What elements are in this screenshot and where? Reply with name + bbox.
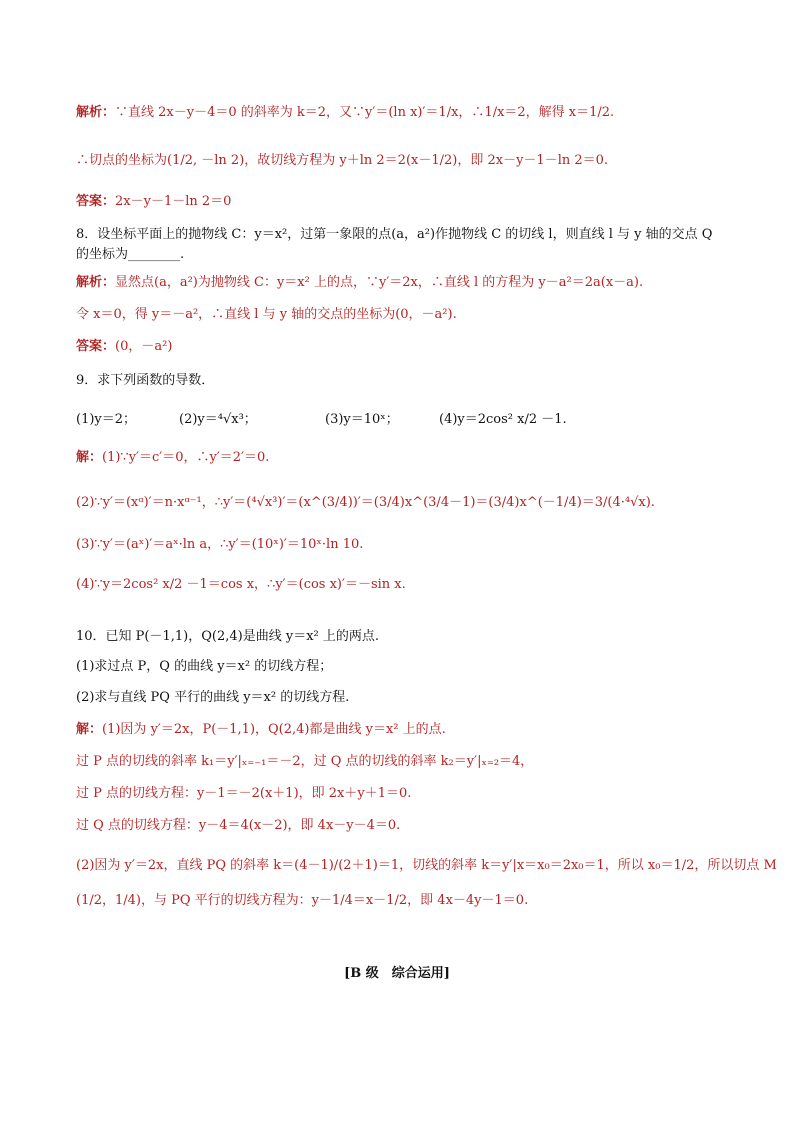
answer-label: 答案： [76,339,116,354]
solution-7-line-2: ∴切点的坐标为(1/2, －ln 2)，故切线方程为 y＋ln 2＝2(x－1/2)，即 2x－y－1－ln 2＝0. [76,153,609,168]
solution-label: 解： [76,450,103,465]
solution-label: 解析： [76,105,116,120]
solution-7-line-1 [76,104,614,122]
problem-10-solution-line-1 [76,721,446,739]
problem-10-solution-line-4: 过 Q 点的切线方程：y－4＝4(x－2)，即 4x－y－4＝0. [76,818,401,833]
solution-text: ∵直线 2x－y－4＝0 的斜率为 k＝2，又∵y′＝(ln x)′＝1/x，∴1/x＝2，解得 x＝1/2. [115,105,615,120]
problem-9-solution-4: (4)∵y＝2cos² x/2 －1＝cos x，∴y′＝(cos x)′＝－sin x. [76,577,406,592]
problem-9-item-4: (4)y＝2cos² x/2 －1. [439,412,567,427]
problem-9-item-3: (3)y＝10ˣ； [325,412,399,427]
problem-9-solution-1 [76,449,269,467]
problem-9-item-2: (2)y＝⁴√x³； [179,412,257,427]
problem-10-part-1: (1)求过点 P，Q 的曲线 y＝x² 的切线方程； [76,659,333,674]
problem-10-solution-line-3: 过 P 点的切线方程：y－1＝－2(x＋1)，即 2x＋y＋1＝0. [76,786,412,801]
problem-8-line-2: 的坐标为________. [76,247,185,262]
problem-10-part-2: (2)求与直线 PQ 平行的曲线 y＝x² 的切线方程. [76,690,350,705]
solution-text: 显然点(a，a²)为抛物线 C：y＝x² 上的点，∵y′＝2x，∴直线 l 的方程为 y－a²＝2a(x－a). [115,275,644,290]
answer-label: 答案： [76,194,116,209]
section-heading: [B 级 综合运用] [344,966,450,981]
problem-8-solution-line-1 [76,274,643,292]
solution-label: 解： [76,722,103,737]
problem-8-answer [76,338,172,356]
problem-10-solution-line-2: 过 P 点的切线的斜率 k₁＝y′|ₓ₌₋₁＝－2，过 Q 点的切线的斜率 k₂＝y′|ₓ₌₂＝4， [76,754,534,769]
solution-7-answer [76,193,231,211]
answer-text: 2x－y－1－ln 2＝0 [115,194,232,209]
problem-9-solution-2: (2)∵y′＝(xᵅ)′＝n·xᵅ⁻¹，∴y′＝(⁴√x³)′＝(x^(3/4))′＝(3/4)x^(3/4－1)＝(3/4)x^(－1/4)＝3/(4·⁴√x). [76,495,655,510]
problem-8-solution-line-2: 令 x＝0，得 y＝－a²，∴直线 l 与 y 轴的交点的坐标为(0，－a²). [76,307,457,322]
solution-text: (1)∵y′＝c′＝0，∴y′＝2′＝0. [102,450,270,465]
problem-8-line-1: 8．设坐标平面上的抛物线 C：y＝x²，过第一象限的点(a，a²)作抛物线 C 的切线 l，则直线 l 与 y 轴的交点 Q [76,227,713,242]
problem-10-solution-line-6: (1/2，1/4)，与 PQ 平行的切线方程为：y－1/4＝x－1/2，即 4x－4y－1＝0. [76,893,529,908]
problem-9-title: 9．求下列函数的导数． [76,373,215,388]
answer-text: (0，－a²) [115,339,173,354]
problem-10-line-1: 10．已知 P(－1,1)，Q(2,4)是曲线 y＝x² 上的两点. [76,629,379,644]
problem-9-item-1: (1)y＝2； [76,412,137,427]
solution-label: 解析： [76,275,116,290]
problem-10-solution-line-5: (2)因为 y′＝2x，直线 PQ 的斜率 k＝(4－1)/(2＋1)＝1，切线的斜率 k＝y′|x＝x₀＝2x₀＝1，所以 x₀＝1/2，所以切点 M [76,858,777,873]
problem-9-solution-3: (3)∵y′＝(aˣ)′＝aˣ·ln a，∴y′＝(10ˣ)′＝10ˣ·ln 10. [76,537,364,552]
solution-text: (1)因为 y′＝2x，P(－1,1)，Q(2,4)都是曲线 y＝x² 上的点. [102,722,446,737]
